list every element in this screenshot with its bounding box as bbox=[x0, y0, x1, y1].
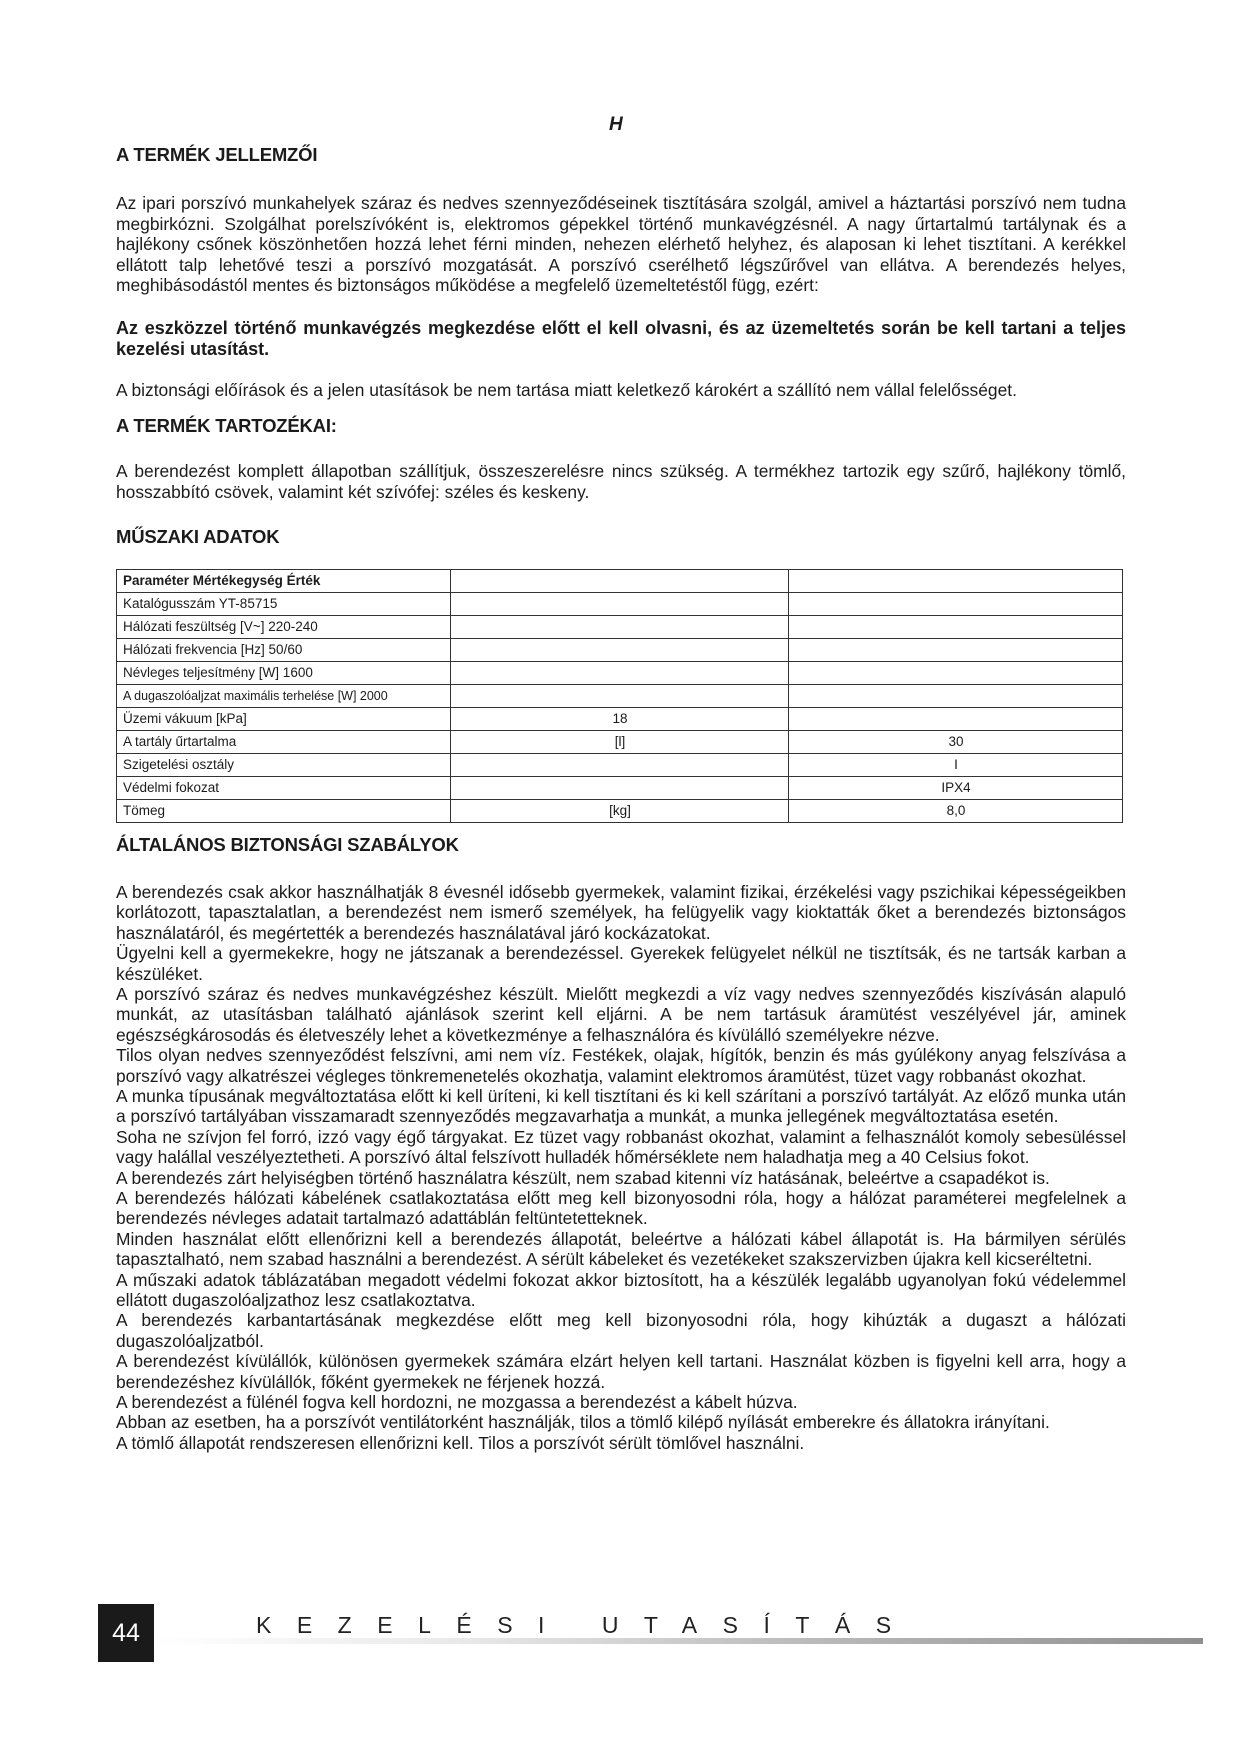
safety-paragraph: Abban az esetben, ha a porszívót ventilátorként használják, tilos a tömlő kilépő nyílását emberekre és állatokra irányítani. bbox=[116, 1412, 1050, 1433]
technical-data-table bbox=[116, 569, 1123, 823]
table-row bbox=[117, 708, 1123, 731]
table-cell: Névleges teljesítmény [W] 1600 bbox=[117, 662, 451, 685]
technical-title: MŰSZAKI ADATOK bbox=[116, 526, 280, 548]
table-cell: Paraméter Mértékegység Érték bbox=[117, 570, 451, 593]
table-row bbox=[117, 685, 1123, 708]
table-cell bbox=[789, 708, 1123, 731]
table-row bbox=[117, 616, 1123, 639]
safety-title: ÁLTALÁNOS BIZTONSÁGI SZABÁLYOK bbox=[116, 834, 459, 856]
table-cell: A tartály űrtartalma bbox=[117, 731, 451, 754]
table-row bbox=[117, 639, 1123, 662]
table-row bbox=[117, 800, 1123, 823]
table-cell bbox=[789, 616, 1123, 639]
table-cell: 30 bbox=[789, 731, 1123, 754]
page-content bbox=[116, 145, 1126, 1453]
table-cell: [l] bbox=[450, 731, 788, 754]
table-cell: [kg] bbox=[450, 800, 788, 823]
table-cell bbox=[789, 570, 1123, 593]
safety-paragraph: Ügyelni kell a gyermekekre, hogy ne játszanak a berendezéssel. Gyerekek felügyelet nélkül ne tisztítsák, és ne tartsák karban a készüléket. bbox=[116, 943, 1126, 984]
warning-text: Az eszközzel történő munkavégzés megkezdése előtt el kell olvasni, és az üzemeltetés során be kell tartani a teljes kezelési utasítást. bbox=[116, 318, 1126, 360]
table-row bbox=[117, 593, 1123, 616]
safety-paragraph: A berendezést a fülénél fogva kell hordozni, ne mozgassa a berendezést a kábelt húzva. bbox=[116, 1392, 798, 1413]
table-row bbox=[117, 754, 1123, 777]
table-cell bbox=[789, 639, 1123, 662]
safety-paragraph: A tömlő állapotát rendszeresen ellenőrizni kell. Tilos a porszívót sérült tömlővel használni. bbox=[116, 1432, 805, 1453]
table-row bbox=[117, 777, 1123, 800]
safety-paragraph: Tilos olyan nedves szennyeződést felszívni, ami nem víz. Festékek, olajak, hígítók, benzin és más gyúlékony anyag felszívása a porszívó vagy alkatrészei végleges tönkremenetelés okozhatja, valamint elektromos áramütést, tüzet vagy robbanást okozhat. bbox=[116, 1045, 1126, 1086]
table-cell bbox=[450, 777, 788, 800]
table-cell: Üzemi vákuum [kPa] bbox=[117, 708, 451, 731]
page-number: 44 bbox=[98, 1604, 154, 1662]
features-body: Az ipari porszívó munkahelyek száraz és nedves szennyeződéseinek tisztítására szolgál, amivel a háztartási porszívó nem tudna megbirkózni. Szolgálhat porelszívóként is, elektromos gépekkel történő munkavégzésnél. A nagy űrtartalmú tartálynak és a hajlékony csőnek köszönhetően hozzá lehet férni minden, nehezen elérhető helyhez, és alaposan ki lehet tisztítani. A kerékkel ellátott talp lehetővé teszi a porszívó mozgatását. A porszívó cserélhető légszűrővel van ellátva. A berendezés helyes, meghibásodástól mentes és biztonságos működése a megfelelő üzemeltetéstől függ, ezért: bbox=[116, 193, 1126, 296]
table-cell: Hálózati feszültség [V~] 220-240 bbox=[117, 616, 451, 639]
safety-paragraph: A berendezés csak akkor használhatják 8 évesnél idősebb gyermekek, valamint fizikai, érzékelési vagy pszichikai képességeikben korlátozott, tapasztalatlan, a berendezést nem ismerő személyek, ha felügyelik vagy kioktatták őket a berendezés biztonságos használatáról, és megértették a berendezés használatával járó kockázatokat. bbox=[116, 881, 1126, 943]
table-cell bbox=[789, 593, 1123, 616]
safety-paragraph: A berendezés karbantartásának megkezdése előtt meg kell bizonyosodni róla, hogy kihúzták a dugaszt a hálózati dugaszolóaljzatból. bbox=[116, 1310, 1126, 1351]
table-cell: A dugaszolóaljzat maximális terhelése [W] 2000 bbox=[117, 685, 451, 708]
table-row bbox=[117, 731, 1123, 754]
accessories-title: A TERMÉK TARTOZÉKAI: bbox=[116, 414, 337, 436]
safety-paragraph: A berendezés hálózati kábelének csatlakoztatása előtt meg kell bizonyosodni róla, hogy a hálózat paraméterei megfelelnek a berendezés névleges adatait tartalmazó adattáblán feltüntetetteknek. bbox=[116, 1187, 1126, 1229]
table-row bbox=[117, 570, 1123, 593]
liability-text: A biztonsági előírások és a jelen utasítások be nem tartása miatt keletkező károkért a szállító nem vállal felelősséget. bbox=[116, 380, 1017, 401]
table-cell bbox=[450, 685, 788, 708]
safety-paragraph: A berendezés zárt helyiségben történő használatra készült, nem szabad kitenni víz hatásának, beleértve a csapadékot is. bbox=[116, 1167, 1050, 1188]
safety-paragraph: A munka típusának megváltoztatása előtt ki kell üríteni, ki kell tisztítani és ki kell szárítani a porszívó tartályát. Az előző munka után a porszívó tartályában visszamaradt szennyeződés megzavarhatja a munkát, a munka jellegének megváltoztatása esetén. bbox=[116, 1085, 1126, 1127]
table-cell: Szigetelési osztály bbox=[117, 754, 451, 777]
footer-title: KEZELÉSI UTASÍTÁS bbox=[256, 1612, 917, 1638]
table-cell: Hálózati frekvencia [Hz] 50/60 bbox=[117, 639, 451, 662]
table-cell bbox=[450, 639, 788, 662]
table-cell: 8,0 bbox=[789, 800, 1123, 823]
safety-paragraph: Soha ne szívjon fel forró, izzó vagy égő tárgyakat. Ez tüzet vagy robbanást okozhat, valamint a felhasználót komoly sebesüléssel vagy halállal veszélyeztetheti. A porszívó által felszívott hulladék hőmérséklete nem haladhatja meg a 40 Celsius fokot. bbox=[116, 1126, 1126, 1168]
accessories-body: A berendezést komplett állapotban szállítjuk, összeszerelésre nincs szükség. A termékhez tartozik egy szűrő, hajlékony tömlő, hosszabbító csövek, valamint két szívófej: széles és keskeny. bbox=[116, 461, 1126, 502]
table-cell bbox=[450, 662, 788, 685]
table-cell bbox=[450, 616, 788, 639]
table-cell: Katalógusszám YT-85715 bbox=[117, 593, 451, 616]
safety-rules bbox=[116, 882, 1126, 1453]
safety-paragraph: A műszaki adatok táblázatában megadott védelmi fokozat akkor biztosított, ha a készülék legalább ugyanolyan fokú védelemmel ellátott dugaszolóaljzathoz lesz csatlakoztatva. bbox=[116, 1269, 1126, 1310]
table-cell: Védelmi fokozat bbox=[117, 777, 451, 800]
safety-paragraph: A porszívó száraz és nedves munkavégzéshez készült. Mielőtt megkezdi a víz vagy nedves szennyeződés kiszívásán alapuló munkát, az utasításban található ajánlások szerint kell eljárni. A be nem tartásuk áramütést veszélyével jár, aminek egészségkárosodás és életveszély lehet a következménye a felhasználóra és kívülálló személyekre nézve. bbox=[116, 983, 1126, 1045]
table-row bbox=[117, 662, 1123, 685]
table-cell bbox=[450, 593, 788, 616]
table-cell bbox=[450, 570, 788, 593]
table-cell bbox=[450, 754, 788, 777]
table-cell: IPX4 bbox=[789, 777, 1123, 800]
table-cell bbox=[789, 662, 1123, 685]
features-title: A TERMÉK JELLEMZŐI bbox=[116, 144, 318, 165]
safety-paragraph: Minden használat előtt ellenőrizni kell a berendezés állapotát, beleértve a hálózati kábel állapotát is. Ha bármilyen sérülés tapasztalható, nem szabad használni a berendezést. A sérült kábeleket és vezetékeket szakszervizben újakra kell kicseréltetni. bbox=[116, 1228, 1126, 1270]
language-mark: H bbox=[609, 114, 623, 135]
safety-paragraph: A berendezést kívülállók, különösen gyermekek számára elzárt helyen kell tartani. Használat közben is figyelni kell arra, hogy a berendezéshez kívülállók, főként gyermekek ne férjenek hozzá. bbox=[116, 1351, 1126, 1392]
table-cell: Tömeg bbox=[117, 800, 451, 823]
table-cell bbox=[789, 685, 1123, 708]
table-cell: I bbox=[789, 754, 1123, 777]
table-cell: 18 bbox=[450, 708, 788, 731]
